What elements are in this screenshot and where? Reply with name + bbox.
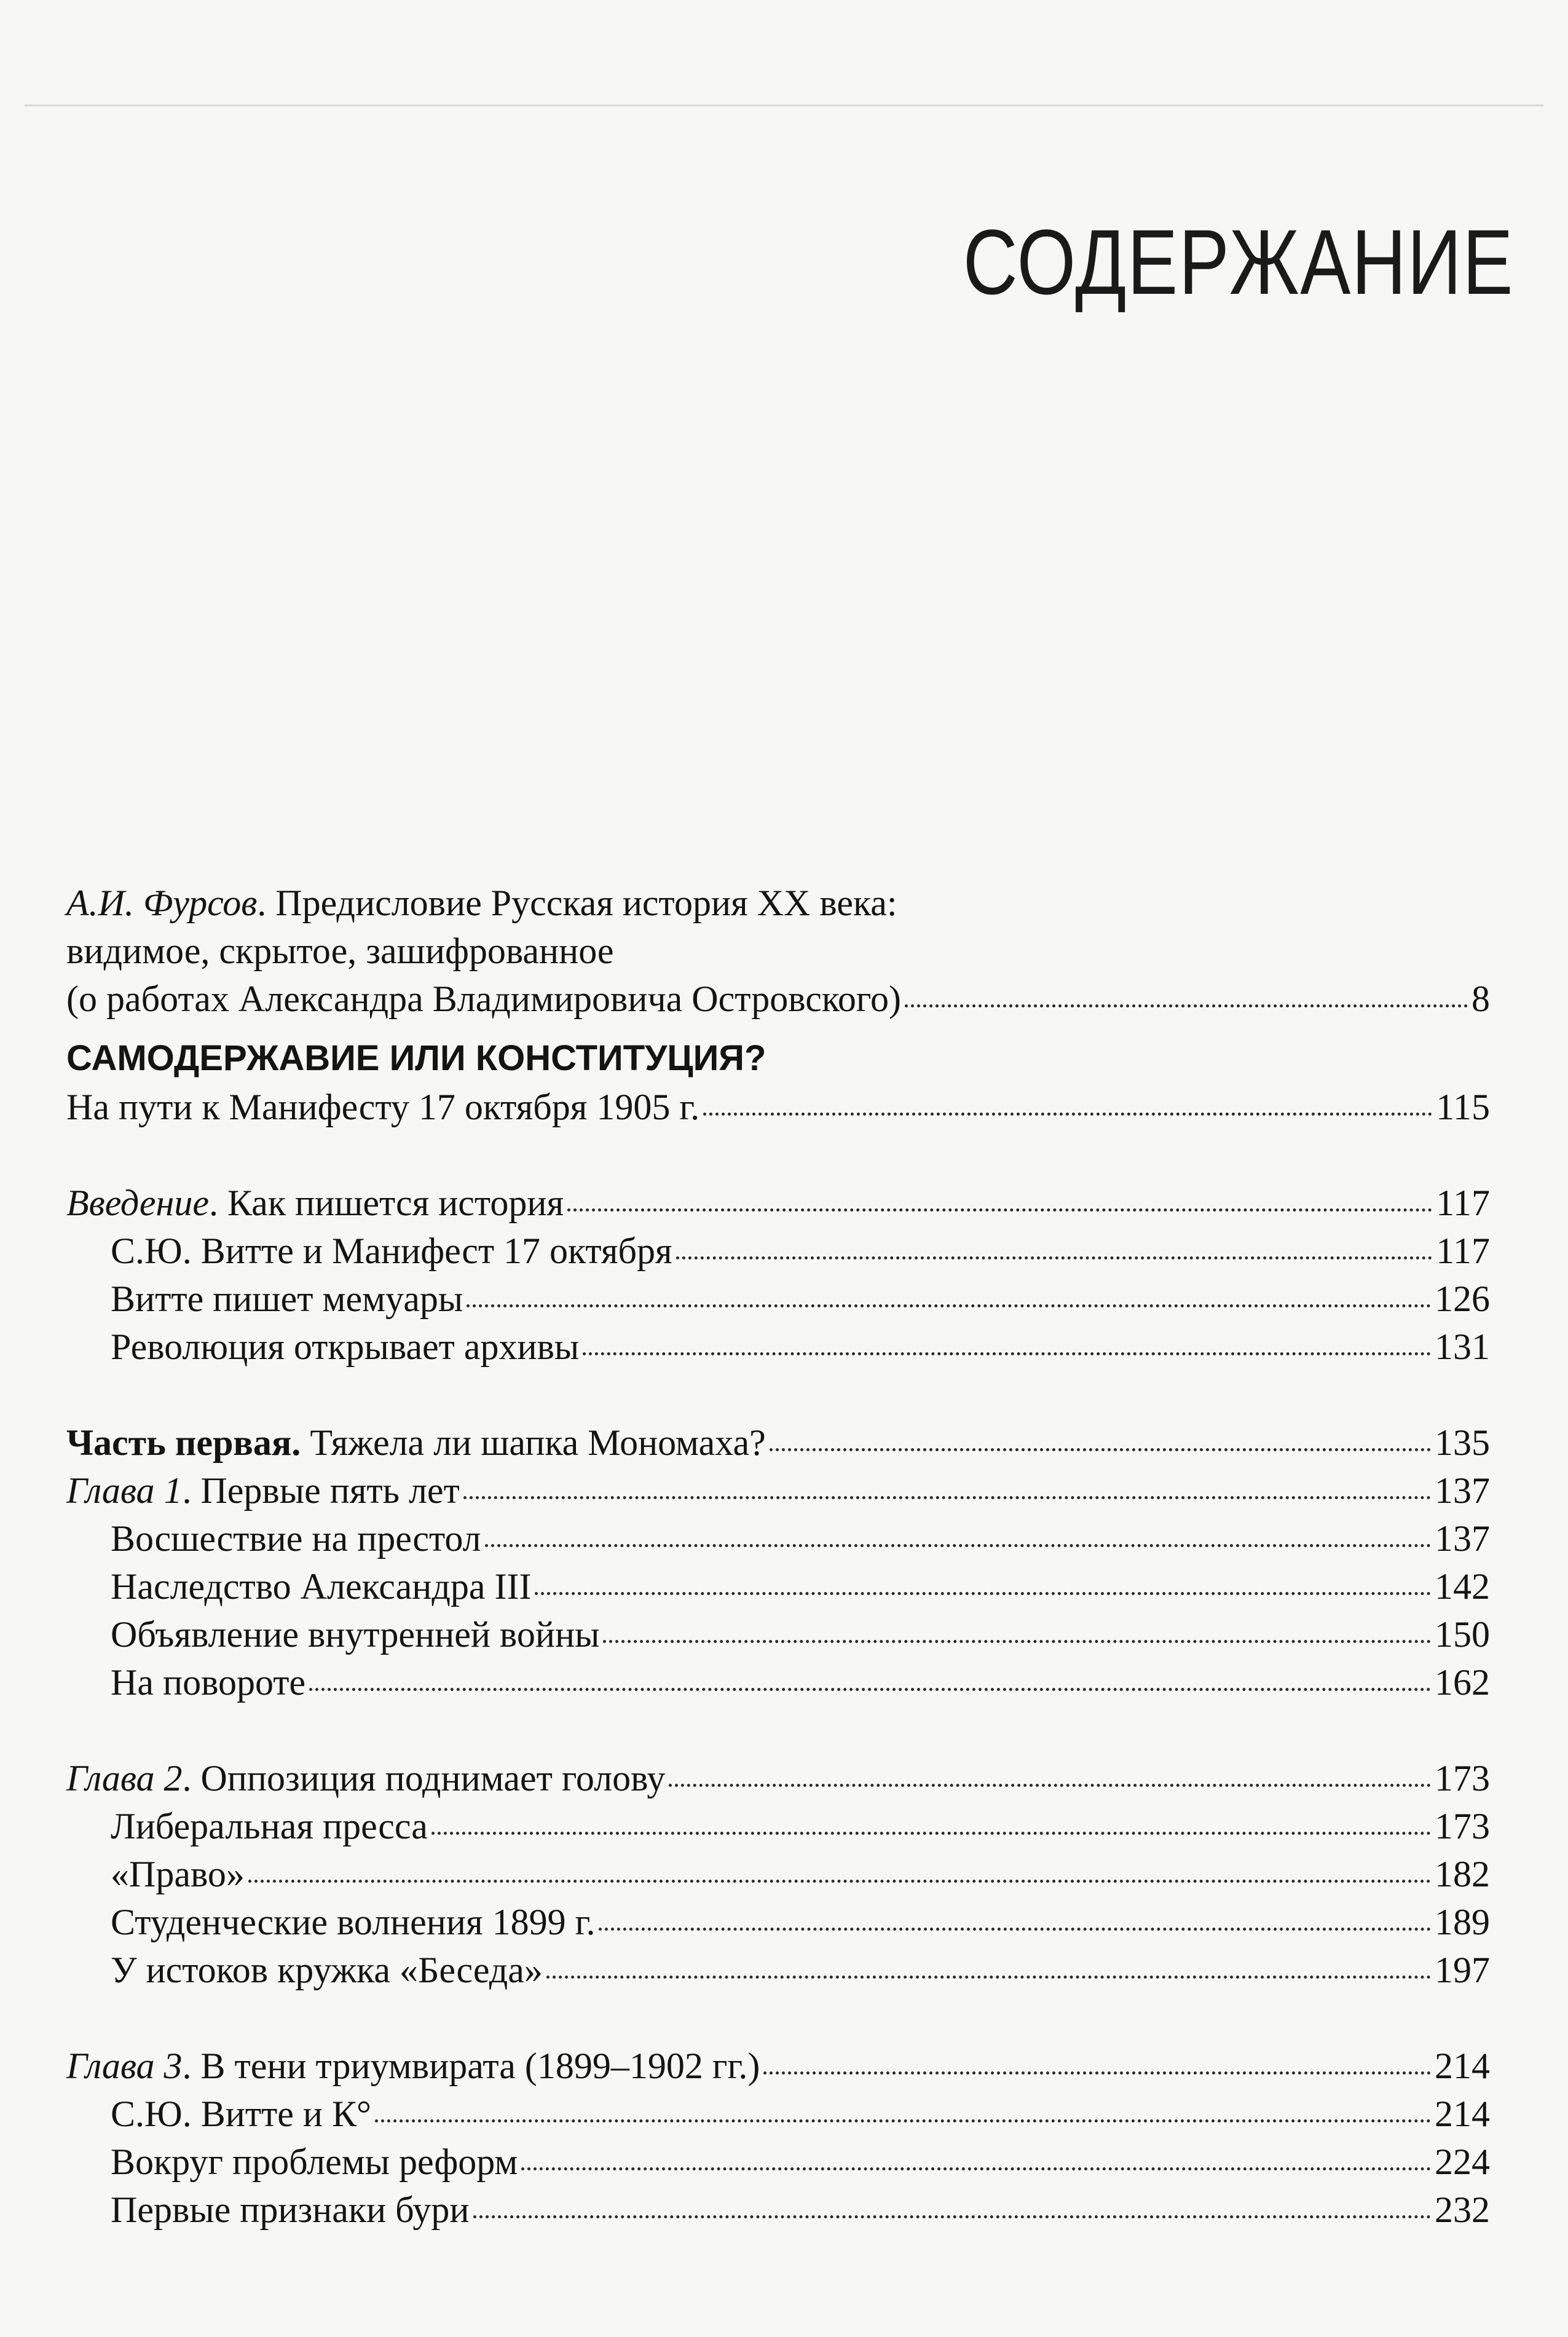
toc-subentry[interactable]: [66, 2138, 1490, 2186]
subentry-title: Либеральная пресса: [111, 1806, 428, 1846]
page-number: 173: [1435, 1758, 1490, 1799]
page-number: 117: [1436, 1183, 1490, 1223]
preface-line-3: (о работах Александра Владимировича Островского): [66, 979, 902, 1019]
page-number: 214: [1435, 2046, 1490, 2086]
subentry-title: Восшествие на престол: [111, 1518, 481, 1559]
part-title: Тяжела ли шапка Мономаха?: [301, 1422, 766, 1463]
leader-dots: [248, 1880, 1431, 1883]
subentry-title: Вокруг проблемы реформ: [111, 2142, 518, 2182]
toc-subentry[interactable]: [66, 1850, 1490, 1898]
chapter-title: . Первые пять лет: [182, 1470, 460, 1511]
page-number: 197: [1435, 1950, 1490, 1990]
subentry-title: Первые признаки бури: [111, 2189, 470, 2230]
page-number: 142: [1435, 1566, 1490, 1607]
leader-dots: [485, 1544, 1431, 1547]
toc-subentry[interactable]: [66, 1802, 1490, 1850]
leader-dots: [431, 1832, 1431, 1835]
page-title: СОДЕРЖАНИЕ: [963, 210, 1514, 313]
toc-subentry[interactable]: [66, 1563, 1490, 1610]
subentry-title: С.Ю. Витте и Манифест 17 октября: [111, 1231, 672, 1271]
page-number: 224: [1435, 2142, 1490, 2182]
part-entry[interactable]: [66, 1419, 1490, 1467]
section-entry[interactable]: [66, 1083, 1490, 1131]
page-number: 214: [1435, 2094, 1490, 2134]
toc-subentry[interactable]: [66, 1610, 1490, 1658]
toc-subentry[interactable]: [66, 1946, 1490, 1994]
section-subtitle: На пути к Манифесту 17 октября 1905 г.: [66, 1087, 700, 1127]
leader-dots: [703, 1113, 1432, 1116]
page-number: 126: [1435, 1279, 1490, 1319]
subentry-title: У истоков кружка «Беседа»: [111, 1950, 543, 1990]
chapter-label: Глава 3: [66, 2046, 183, 2086]
page-number: 162: [1435, 1662, 1490, 1703]
page-number: 232: [1435, 2189, 1490, 2230]
page-number: 137: [1435, 1470, 1490, 1511]
preface-line-2: видимое, скрытое, зашифрованное: [66, 931, 614, 971]
preface-author: А.И. Фурсов: [66, 883, 258, 923]
toc-subentry[interactable]: [66, 1658, 1490, 1706]
toc-subentry[interactable]: [66, 2186, 1490, 2234]
chapter-entry[interactable]: [66, 1754, 1490, 1802]
chapter-label: Глава 1: [66, 1470, 183, 1511]
table-of-contents: [66, 879, 1490, 2234]
page-number: 182: [1435, 1854, 1490, 1894]
toc-subentry[interactable]: [66, 1515, 1490, 1563]
leader-dots: [669, 1784, 1431, 1787]
chapter-title: . Оппозиция поднимает голову: [182, 1758, 666, 1799]
leader-dots: [905, 1004, 1468, 1007]
leader-dots: [583, 1352, 1431, 1355]
toc-subentry[interactable]: [66, 2090, 1490, 2138]
toc-subentry[interactable]: [66, 1227, 1490, 1275]
leader-dots: [467, 1304, 1431, 1307]
leader-dots: [567, 1208, 1432, 1212]
toc-subentry[interactable]: [66, 1275, 1490, 1323]
subentry-title: На повороте: [111, 1662, 306, 1703]
page-number: 8: [1471, 979, 1490, 1019]
leader-dots: [770, 1448, 1431, 1451]
toc-subentry[interactable]: [66, 1323, 1490, 1371]
chapter-entry[interactable]: [66, 1467, 1490, 1515]
page-number: 189: [1435, 1902, 1490, 1942]
page-number: 150: [1435, 1614, 1490, 1655]
intro-title: . Как пишется история: [208, 1183, 564, 1223]
leader-dots: [375, 2119, 1431, 2122]
leader-dots: [599, 1928, 1431, 1931]
chapter-label: Глава 2: [66, 1758, 183, 1799]
chapter-title: . В тени триумвирата (1899–1902 гг.): [182, 2046, 760, 2086]
leader-dots: [535, 1592, 1431, 1595]
subentry-title: С.Ю. Витте и К°: [111, 2094, 372, 2134]
preface-entry[interactable]: [66, 975, 1490, 1023]
leader-dots: [763, 2071, 1431, 2075]
part-label: Часть первая.: [66, 1422, 301, 1463]
subentry-title: Витте пишет мемуары: [111, 1279, 463, 1319]
page-number: 173: [1435, 1806, 1490, 1846]
page-header-rule: [25, 104, 1543, 111]
section-heading: САМОДЕРЖАВИЕ ИЛИ КОНСТИТУЦИЯ?: [66, 1038, 766, 1078]
page-number: 115: [1436, 1087, 1490, 1127]
page-number: 137: [1435, 1518, 1490, 1559]
toc-subentry[interactable]: [66, 1898, 1490, 1946]
subentry-title: «Право»: [111, 1854, 245, 1894]
subentry-title: Наследство Александра III: [111, 1566, 532, 1607]
page-number: 117: [1436, 1231, 1490, 1271]
page-number: 135: [1435, 1422, 1490, 1463]
leader-dots: [521, 2167, 1431, 2170]
subentry-title: Студенческие волнения 1899 г.: [111, 1902, 596, 1942]
leader-dots: [463, 1496, 1431, 1499]
leader-dots: [309, 1688, 1431, 1691]
preface-title: . Предисловие Русская история XX века:: [257, 883, 897, 923]
leader-dots: [603, 1640, 1431, 1643]
chapter-entry[interactable]: [66, 2042, 1490, 2090]
intro-label: Введение: [66, 1183, 209, 1223]
leader-dots: [546, 1976, 1431, 1979]
page-number: 131: [1435, 1326, 1490, 1367]
preface-line-1: [66, 879, 1490, 927]
intro-entry[interactable]: [66, 1179, 1490, 1227]
leader-dots: [473, 2215, 1431, 2218]
subentry-title: Объявление внутренней войны: [111, 1614, 600, 1655]
leader-dots: [676, 1256, 1433, 1259]
subentry-title: Революция открывает архивы: [111, 1326, 580, 1367]
